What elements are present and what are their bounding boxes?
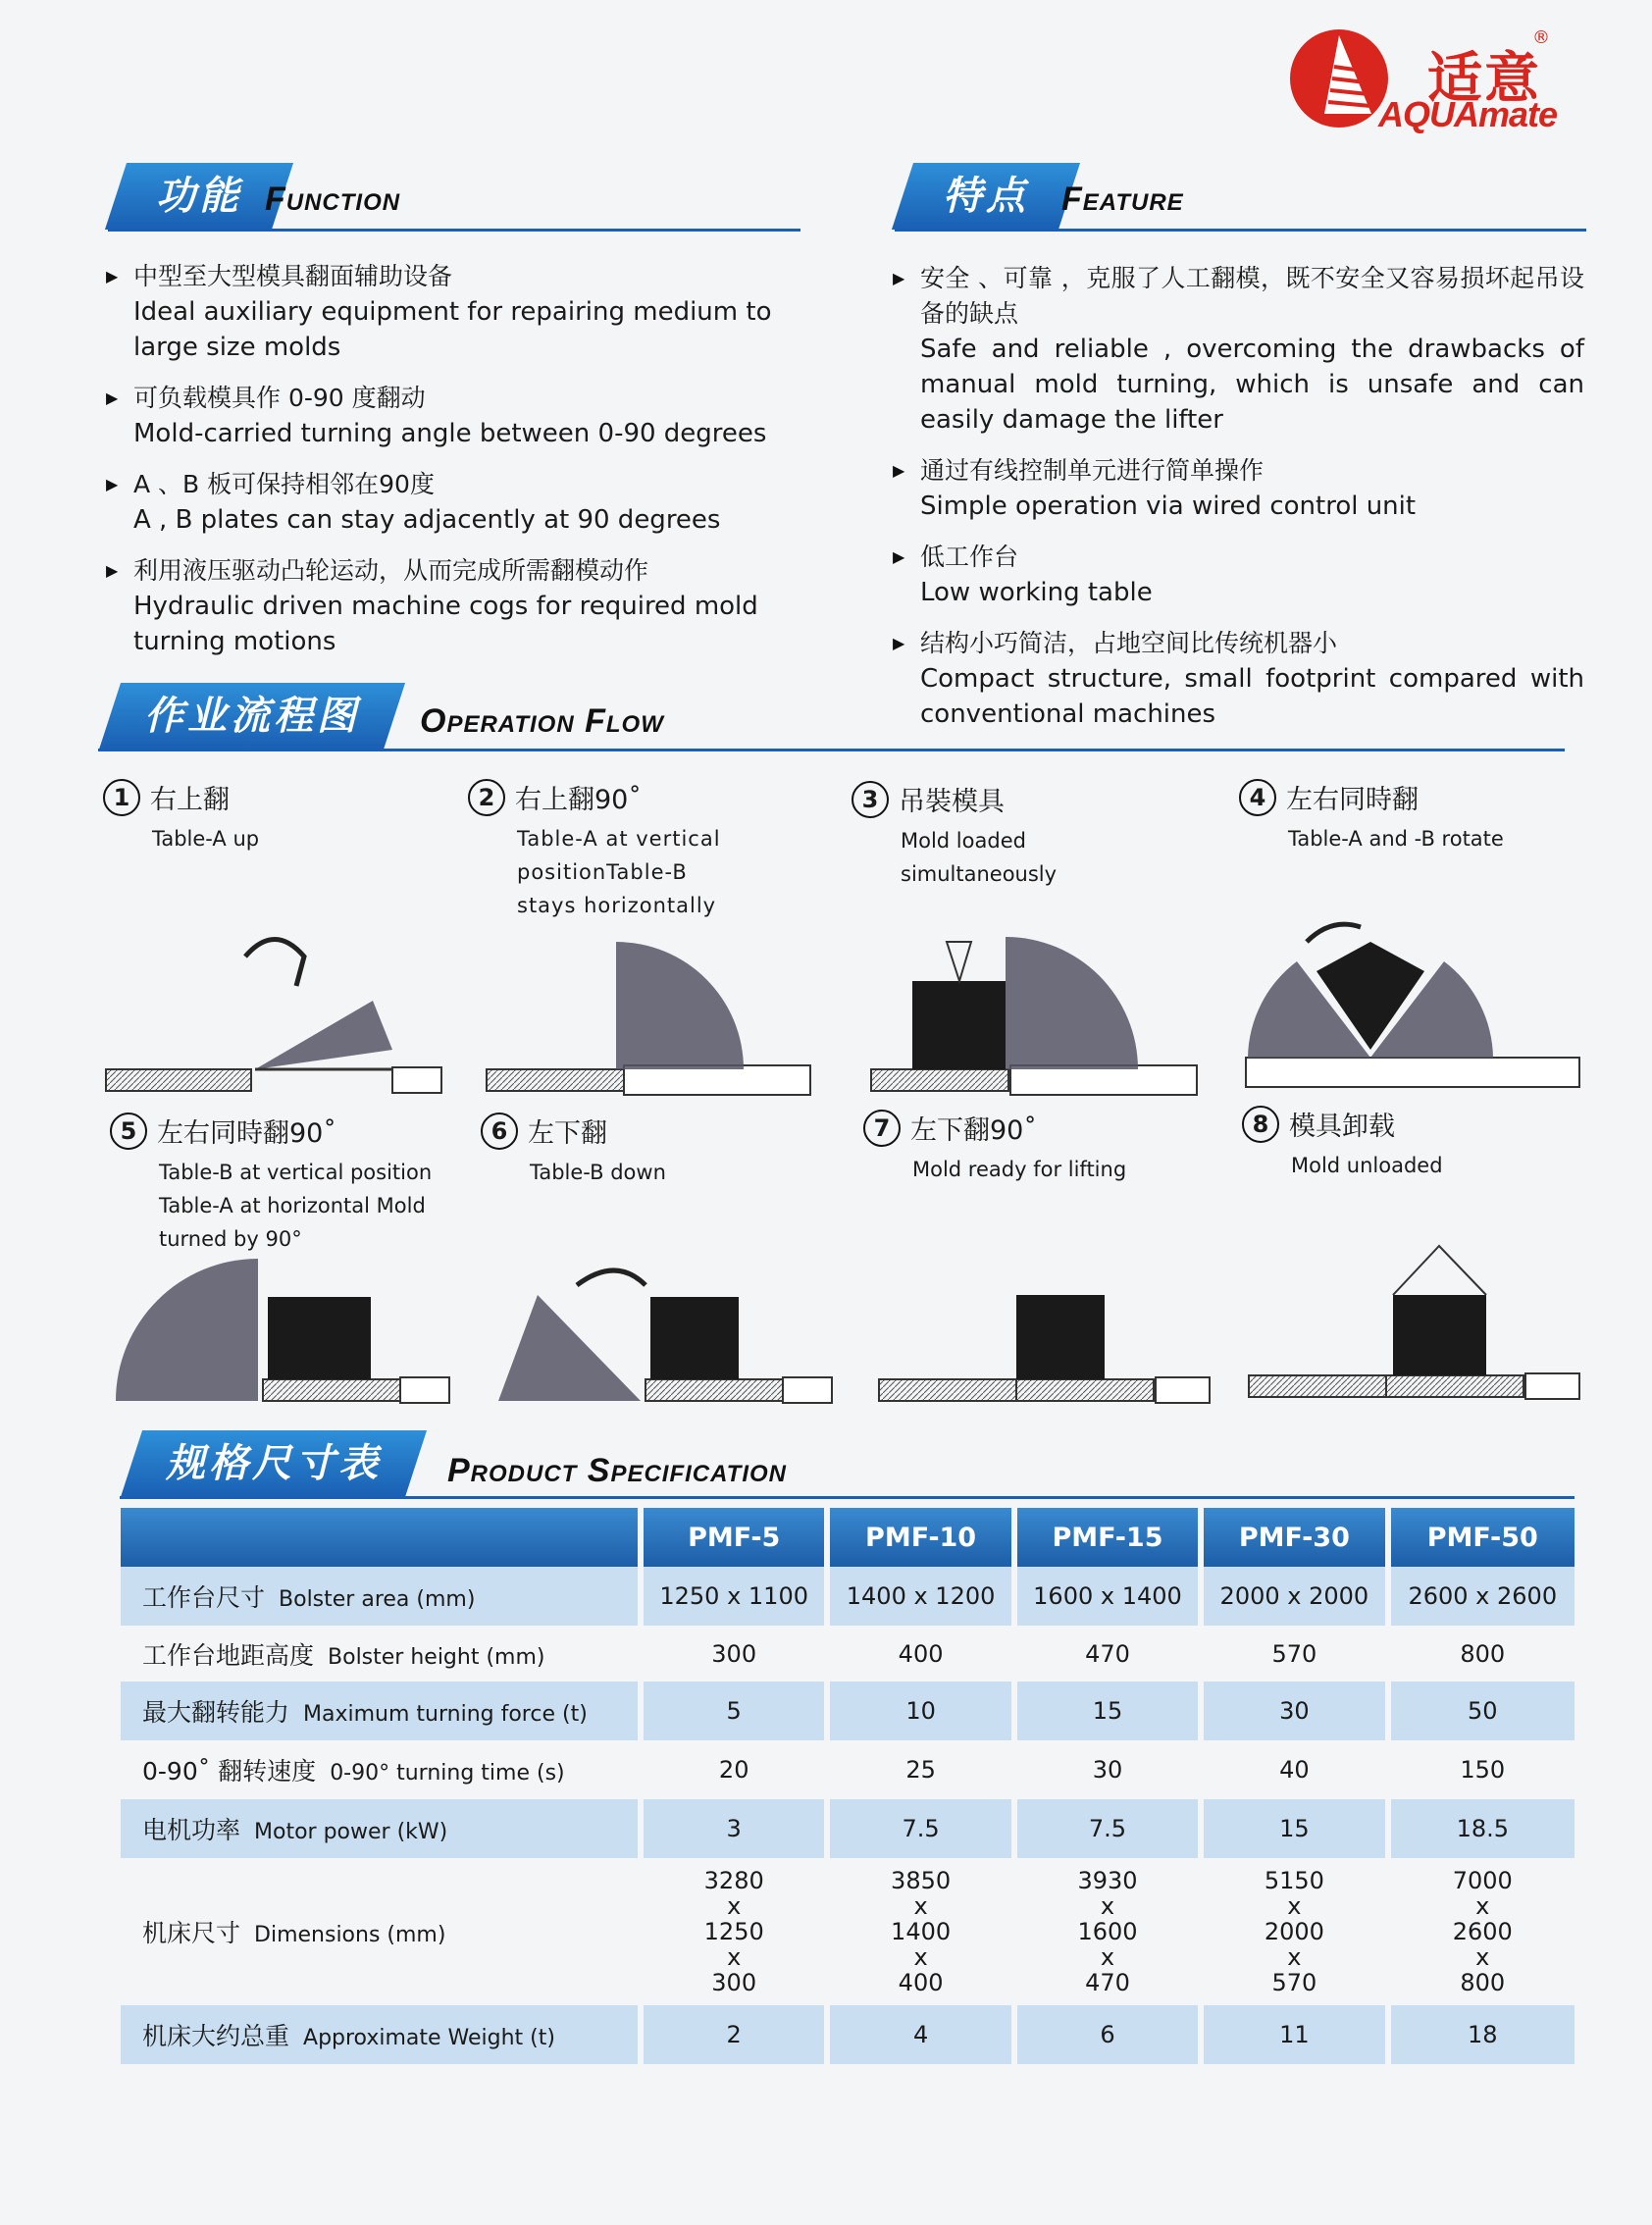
spec-header <box>120 1430 1575 1499</box>
flow-title-en: Operation Flow <box>420 702 664 740</box>
table-row: 最大翻转能力 Maximum turning force (t) 5 10 15 30 50 <box>121 1682 1575 1740</box>
function-title-en: Function <box>265 181 401 218</box>
feature-item: ▶ 安全 、可靠 ，克服了人工翻模，既不安全又容易损坏起吊设备的缺点 Safe and reliable , overcoming the drawbacks of manual mold turning, which is unsafe and can easily damage the lifter <box>893 261 1584 438</box>
model-header: PMF-15 <box>1014 1508 1201 1567</box>
spec-title-en: Product Specification <box>447 1452 788 1489</box>
flow-step-2: 2 右上翻90˚ Table-A at vertical positionTable-B stays horizontally <box>468 778 821 922</box>
feature-list <box>893 261 1584 748</box>
model-header: PMF-5 <box>641 1508 827 1567</box>
feature-item: ▶ 低工作台 Low working table <box>893 540 1584 610</box>
aquamate-logo <box>1285 27 1599 135</box>
table-header-row <box>121 1508 1575 1567</box>
flow-step-5: 5 左右同時翻90˚ Table-B at vertical position Table-A at horizontal Mold turned by 90° <box>110 1112 463 1256</box>
function-item: ▶ A 、B 板可保持相邻在90度 A , B plates can stay adjacently at 90 degrees <box>106 467 807 538</box>
step-6-illustration <box>489 1236 842 1423</box>
table-row: 0-90˚ 翻转速度 0-90° turning time (s) 20 25 30 40 150 <box>121 1740 1575 1799</box>
flow-step-4: 4 左右同時翻 Table-A and -B rotate <box>1239 778 1592 855</box>
model-header: PMF-30 <box>1201 1508 1387 1567</box>
sail-logo-icon <box>1285 27 1393 129</box>
spec-title-cn: 规格尺寸表 <box>166 1441 382 1486</box>
model-header: PMF-50 <box>1388 1508 1575 1567</box>
function-item: ▶ 可负载模具作 0-90 度翻动 Mold-carried turning angle between 0-90 degrees <box>106 381 807 451</box>
flow-step-8: 8 模具卸载 Mold unloaded <box>1242 1105 1595 1182</box>
table-row: 机床大约总重 Approximate Weight (t) 2 4 6 11 18 <box>121 2005 1575 2064</box>
function-title-cn: 功能 <box>156 174 242 219</box>
operation-flow-header <box>98 683 1565 751</box>
feature-item: ▶ 结构小巧简洁，占地空间比传统机器小 Compact structure, small footprint compared with conventional machines <box>893 626 1584 732</box>
function-item: ▶ 利用液压驱动凸轮运动，从而完成所需翻模动作 Hydraulic driven machine cogs for required mold turning motions <box>106 553 807 659</box>
spec-table <box>121 1508 1575 2064</box>
step-8-illustration <box>1241 1226 1594 1413</box>
feature-title-en: Feature <box>1061 181 1184 218</box>
step-4-illustration <box>1238 903 1591 1099</box>
function-header <box>108 163 800 232</box>
table-row: 工作台尺寸 Bolster area (mm) 1250 x 1100 1400 x 1200 1600 x 1400 2000 x 2000 2600 x 2600 <box>121 1567 1575 1626</box>
step-5-illustration <box>106 1236 459 1423</box>
function-item: ▶ 中型至大型模具翻面辅助设备 Ideal auxiliary equipment for repairing medium to large size molds <box>106 259 807 365</box>
registered-mark: ® <box>1532 27 1550 48</box>
logo-english: AQUAmate <box>1378 94 1558 134</box>
feature-header <box>895 163 1586 232</box>
logo-chinese: 适意 <box>1427 47 1541 111</box>
model-header: PMF-10 <box>827 1508 1013 1567</box>
step-7-illustration <box>871 1275 1224 1423</box>
table-row: 工作台地距高度 Bolster height (mm) 300 400 470 570 800 <box>121 1626 1575 1682</box>
flow-title-cn: 作业流程图 <box>144 694 360 739</box>
table-row: 机床尺寸 Dimensions (mm) 3280 x 1250 x 300 3850 x 1400 x 400 3930 x 1600 x 470 5150 x 2000 x 570 7000 x 2600 x 800 <box>121 1858 1575 2005</box>
flow-step-6: 6 左下翻 Table-B down <box>481 1112 834 1189</box>
step-1-illustration <box>98 912 451 1109</box>
table-row: 电机功率 Motor power (kW) 3 7.5 7.5 15 18.5 <box>121 1799 1575 1858</box>
function-list <box>106 259 807 675</box>
feature-title-cn: 特点 <box>943 174 1029 219</box>
step-2-illustration <box>479 912 832 1109</box>
flow-step-3: 3 吊裝模具 Mold loaded simultaneously <box>852 780 1205 891</box>
feature-item: ▶ 通过有线控制单元进行简单操作 Simple operation via wired control unit <box>893 453 1584 524</box>
flow-step-7: 7 左下翻90˚ Mold ready for lifting <box>863 1109 1216 1186</box>
flow-step-1: 1 右上翻 Table-A up <box>103 778 456 855</box>
step-3-illustration <box>863 912 1216 1109</box>
